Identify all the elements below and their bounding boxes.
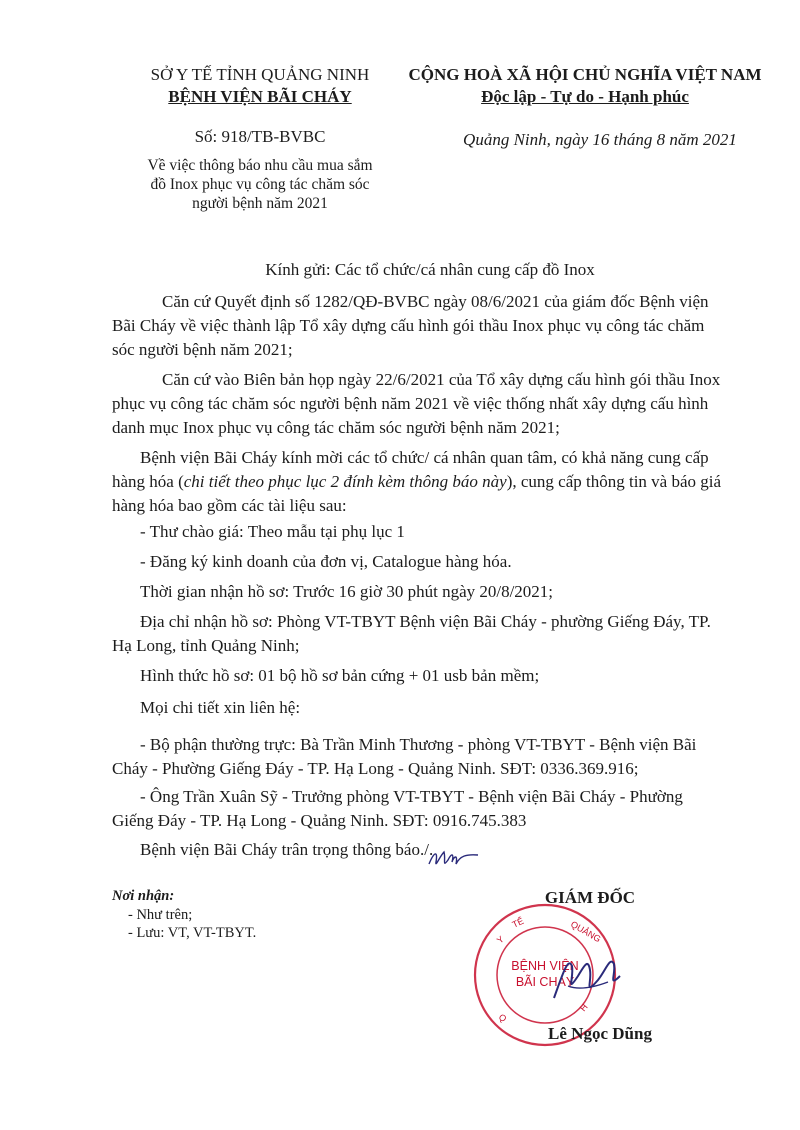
requirement-item: - Đăng ký kinh doanh của đơn vị, Catalogue hàng hóa. <box>140 552 512 571</box>
contact-item: - Ông Trần Xuân Sỹ - Trưởng phòng VT-TBYT - Bệnh viện Bãi Cháy - Phường Giếng Đáy - TP. Hạ Long - Quảng Ninh. SĐT: 0916.745.383 <box>112 787 683 830</box>
document-subject <box>110 156 410 213</box>
recipients-label <box>112 888 174 905</box>
signer-title: GIÁM ĐỐC <box>544 888 636 907</box>
place-date: Quảng Ninh, ngày 16 tháng 8 năm 2021 <box>463 130 737 149</box>
paragraph-basis-1: Căn cứ Quyết định số 1282/QĐ-BVBC ngày 08/6/2021 của giám đốc Bệnh viện Bãi Cháy về việc thành lập Tổ xây dựng cấu hình gói thầu Inox phục vụ công tác chăm sóc người bệnh năm 2021; <box>112 292 709 359</box>
address-line: Địa chỉ nhận hồ sơ: Phòng VT-TBYT Bệnh viện Bãi Cháy - phường Giếng Đáy, TP. Hạ Long, tỉnh Quảng Ninh; <box>112 612 711 655</box>
paragraph-invitation <box>112 446 722 518</box>
closing-line: Bệnh viện Bãi Cháy trân trọng thông báo./. <box>140 840 434 859</box>
initials-signature-icon <box>426 846 482 872</box>
stamp-line: BỆNH VIỆN <box>511 959 579 973</box>
recipient-line: Kính gửi: Các tổ chức/cá nhân cung cấp đồ Inox <box>265 260 595 279</box>
recipients-label-text: Nơi nhận: <box>112 888 175 904</box>
issuer-block <box>110 64 410 108</box>
hospital-name <box>110 86 410 108</box>
stamp-line: BÃI CHÁY <box>515 975 575 989</box>
subject-line: đồ Inox phục vụ công tác chăm sóc <box>150 176 370 193</box>
national-header <box>380 64 790 108</box>
handwritten-signature-icon <box>548 946 628 1016</box>
contact-intro: Mọi chi tiết xin liên hệ: <box>140 698 301 717</box>
svg-text:H: H <box>577 1001 590 1014</box>
recipient-item: - Lưu: VT, VT-TBYT. <box>128 925 257 941</box>
contact-item: - Bộ phận thường trực: Bà Trần Minh Thương - phòng VT-TBYT - Bệnh viện Bãi Cháy - Phường Giếng Đáy - TP. Hạ Long - Quảng Ninh. SĐT: 0336.369.916; <box>112 735 697 778</box>
recipient-item: - Như trên; <box>128 907 193 923</box>
invitation-text-a: Bệnh viện Bãi Cháy kính mời các tổ chức/ cá nhân quan tâm, có khả năng cung cấp hàng hóa ( <box>112 448 709 491</box>
subject-line: Về việc thông báo nhu cầu mua sắm <box>147 157 373 174</box>
deadline-line: Thời gian nhận hồ sơ: Trước 16 giờ 30 phút ngày 20/8/2021; <box>140 582 554 601</box>
signer-name: Lê Ngọc Dũng <box>548 1024 652 1043</box>
invitation-text-b: ), cung cấp thông tin và báo giá hàng hóa bao gồm các tài liệu sau: <box>112 472 722 515</box>
motto-text: Độc lập - Tự do - Hạnh phúc <box>481 87 689 106</box>
subject-line: người bệnh năm 2021 <box>192 195 328 212</box>
format-line: Hình thức hồ sơ: 01 bộ hồ sơ bản cứng + 01 usb bản mềm; <box>140 666 540 685</box>
hospital-name-text: BỆNH VIỆN BÃI CHÁY <box>168 87 352 106</box>
svg-text:Y: Y <box>494 934 506 946</box>
paragraph-basis-2: Căn cứ vào Biên bản họp ngày 22/6/2021 của Tổ xây dựng cấu hình gói thầu Inox phục vụ công tác chăm sóc người bệnh năm 2021 về việc thống nhất xây dựng cấu hình danh mục Inox phục vụ công tác chăm sóc người bệnh năm 2021; <box>112 370 721 437</box>
svg-text:TẾ: TẾ <box>510 915 526 930</box>
requirement-item: - Thư chào giá: Theo mẫu tại phụ lục 1 <box>140 522 405 541</box>
invitation-text-italic: chi tiết theo phục lục 2 đính kèm thông báo này <box>183 472 507 491</box>
department-name: SỞ Y TẾ TỈNH QUẢNG NINH <box>150 65 370 84</box>
svg-text:QUẢNG: QUẢNG <box>569 919 603 945</box>
motto <box>380 86 790 108</box>
svg-text:Q: Q <box>496 1011 509 1025</box>
country-name: CỘNG HOÀ XÃ HỘI CHỦ NGHĨA VIỆT NAM <box>408 65 762 84</box>
document-number: Số: 918/TB-BVBC <box>194 127 326 146</box>
